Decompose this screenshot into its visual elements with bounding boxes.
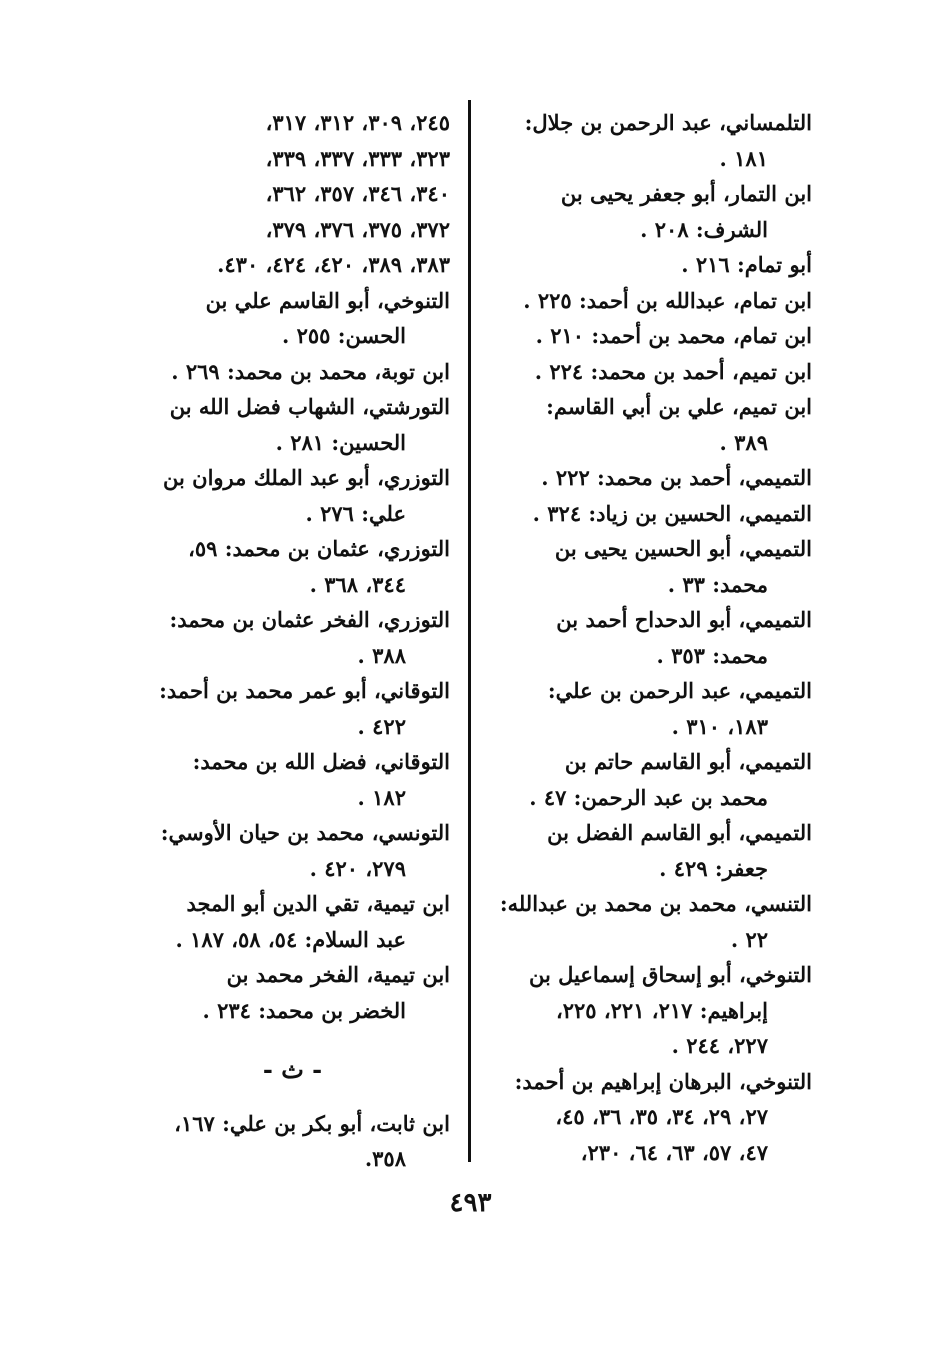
index-entry	[488, 886, 812, 957]
index-entry	[488, 602, 812, 673]
entry-continuation: محمد بن عبد الرحمن: ٤٧ .	[529, 784, 768, 810]
index-entry	[488, 815, 812, 886]
entry-heading: التورشتي، الشهاب فضل الله بن	[169, 394, 450, 419]
index-entry	[488, 744, 812, 815]
index-entry	[135, 141, 450, 177]
entry-heading: التميمي، عبد الرحمن بن علي:	[547, 678, 812, 703]
index-entry	[488, 105, 812, 176]
index-entry	[135, 815, 450, 886]
index-entry	[488, 957, 812, 1064]
entry-continuation: محمد: ٣٥٣ .	[656, 642, 768, 668]
entry-heading: ابن توبة، محمد بن محمد: ٢٦٩ .	[171, 358, 450, 384]
index-entry	[488, 460, 812, 496]
index-entry	[135, 957, 450, 1028]
entry-continuation: الخضر بن محمد: ٢٣٤ .	[202, 997, 406, 1023]
index-entry	[488, 389, 812, 460]
index-entry	[135, 744, 450, 815]
entry-continuation: ١٨٢ .	[357, 784, 406, 810]
index-entry	[135, 212, 450, 248]
index-column-right	[488, 105, 812, 1170]
index-entry	[135, 886, 450, 957]
index-entry	[135, 673, 450, 744]
entry-heading: التنوخي، البرهان إبراهيم بن أحمد:	[514, 1068, 812, 1094]
entry-continuation: الحسن: ٢٥٥ .	[281, 323, 406, 348]
entry-continuation: إبراهيم: ٢١٧، ٢٢١، ٢٢٥،	[555, 997, 768, 1023]
index-entry	[135, 283, 450, 354]
entry-continuation: الشرف: ٢٠٨ .	[640, 216, 768, 242]
section-heading: - ث -	[262, 1055, 323, 1084]
index-entry	[488, 247, 812, 283]
index-entry	[135, 602, 450, 673]
entry-heading: ابن تمام، عبدالله بن أحمد: ٢٢٥ .	[523, 287, 812, 313]
index-entry	[135, 389, 450, 460]
entry-continuation: ٢٢ .	[730, 926, 768, 952]
entry-heading: ٣٢٣، ٣٣٣، ٣٣٧، ٣٣٩،	[265, 145, 450, 171]
entry-continuation: ٢٧٩، ٤٢٠ .	[309, 855, 406, 881]
entry-heading: التوقاني، أبو عمر محمد بن أحمد:	[159, 678, 450, 703]
entry-continuation: ٣٤٤، ٣٦٨ .	[309, 571, 406, 597]
entry-heading: التميمي، الحسين بن زياد: ٣٢٤ .	[532, 500, 812, 526]
entry-continuation: علي: ٢٧٦ .	[305, 500, 406, 526]
entry-heading: التوزري، أبو عبد الملك مروان بن	[163, 465, 450, 490]
index-entry	[488, 531, 812, 602]
entry-continuation: ٢٧، ٢٩، ٣٤، ٣٥، ٣٦، ٤٥،	[555, 1104, 768, 1129]
entry-heading: ابن تميم، أحمد بن محمد: ٢٢٤ .	[534, 358, 812, 384]
entry-continuation: ٢٢٧، ٢٤٤ .	[671, 1033, 768, 1058]
entry-continuation: ١٨١ .	[719, 145, 768, 171]
entry-continuation: ٣٥٨.	[364, 1146, 406, 1171]
entry-heading: ٣٤٠، ٣٤٦، ٣٥٧، ٣٦٢،	[265, 181, 450, 206]
index-entry	[135, 1106, 450, 1177]
entry-heading: ابن تميم، علي بن أبي القاسم:	[546, 394, 812, 419]
entry-heading: التميمي، أبو القاسم الفضل بن	[547, 820, 812, 845]
entry-continuation: عبد السلام: ٥٤، ٥٨، ١٨٧ .	[175, 926, 406, 952]
index-entry	[488, 1064, 812, 1171]
entry-continuation: محمد: ٣٣ .	[667, 571, 768, 597]
index-entry	[488, 354, 812, 390]
entry-heading: التميمي، أبو الحسين يحيى بن	[554, 536, 812, 561]
index-entry	[488, 673, 812, 744]
entry-heading: التميمي، أبو الدحداح أحمد بن	[556, 607, 812, 632]
entry-continuation: ٣٨٨ .	[357, 642, 406, 668]
index-entry	[135, 176, 450, 212]
entry-continuation: ١٨٣، ٣١٠ .	[671, 713, 768, 739]
entry-heading: التنسي، محمد بن محمد بن عبدالله:	[499, 891, 812, 916]
entry-heading: التونسي، محمد بن حيان الأوسي:	[160, 820, 450, 845]
index-entry	[135, 105, 450, 141]
entry-continuation: جعفر: ٤٢٩ .	[659, 855, 768, 881]
index-entry	[488, 496, 812, 532]
index-entry	[135, 247, 450, 283]
entry-heading: ابن تيمية، الفخر محمد بن	[226, 962, 450, 987]
index-entry	[135, 354, 450, 390]
entry-heading: التلمساني، عبد الرحمن بن جلال:	[524, 110, 812, 135]
index-entry	[488, 318, 812, 354]
index-entry	[488, 283, 812, 319]
entry-continuation: ٣٨٩ .	[719, 429, 768, 455]
index-entry	[488, 176, 812, 247]
index-column-left	[135, 105, 450, 1177]
index-entry	[135, 531, 450, 602]
entry-heading: ابن ثابت، أبو بكر بن علي: ١٦٧،	[174, 1110, 450, 1136]
entry-heading: التوقاني، فضل الله بن محمد:	[192, 749, 450, 774]
entry-heading: التنوخي، أبو إسحاق إسماعيل بن	[528, 962, 812, 987]
entry-heading: ٢٤٥، ٣٠٩، ٣١٢، ٣١٧،	[265, 110, 450, 135]
entry-continuation: الحسين: ٢٨١ .	[275, 429, 406, 455]
entry-continuation: ٤٧، ٥٧، ٦٣، ٦٤، ٢٣٠،	[580, 1139, 768, 1165]
index-entry	[135, 460, 450, 531]
entry-heading: أبو تمام: ٢١٦ .	[681, 252, 812, 277]
entry-heading: ٣٨٣، ٣٨٩، ٤٢٠، ٤٢٤، ٤٣٠.	[217, 252, 450, 277]
entry-heading: التوزري، الفخر عثمان بن محمد:	[169, 607, 450, 632]
entry-heading: ابن تيمية، تقي الدين أبو المجد	[186, 891, 450, 916]
entry-heading: ٣٧٢، ٣٧٥، ٣٧٦، ٣٧٩،	[265, 216, 450, 242]
entry-heading: التوزري، عثمان بن محمد: ٥٩،	[188, 536, 450, 561]
entry-heading: التنوخي، أبو القاسم علي بن	[205, 287, 450, 313]
entry-continuation: ٤٢٢ .	[357, 713, 406, 739]
entry-heading: ابن تمام، محمد بن أحمد: ٢١٠ .	[535, 323, 812, 348]
entry-heading: التميمي، أحمد بن محمد: ٢٢٢ .	[541, 465, 812, 490]
entry-heading: التميمي، أبو القاسم حاتم بن	[564, 749, 812, 774]
entry-heading: ابن التمار، أبو جعفر يحيى بن	[560, 181, 812, 206]
page-number: ٤٩٣	[449, 1188, 492, 1218]
column-divider	[468, 100, 471, 1162]
